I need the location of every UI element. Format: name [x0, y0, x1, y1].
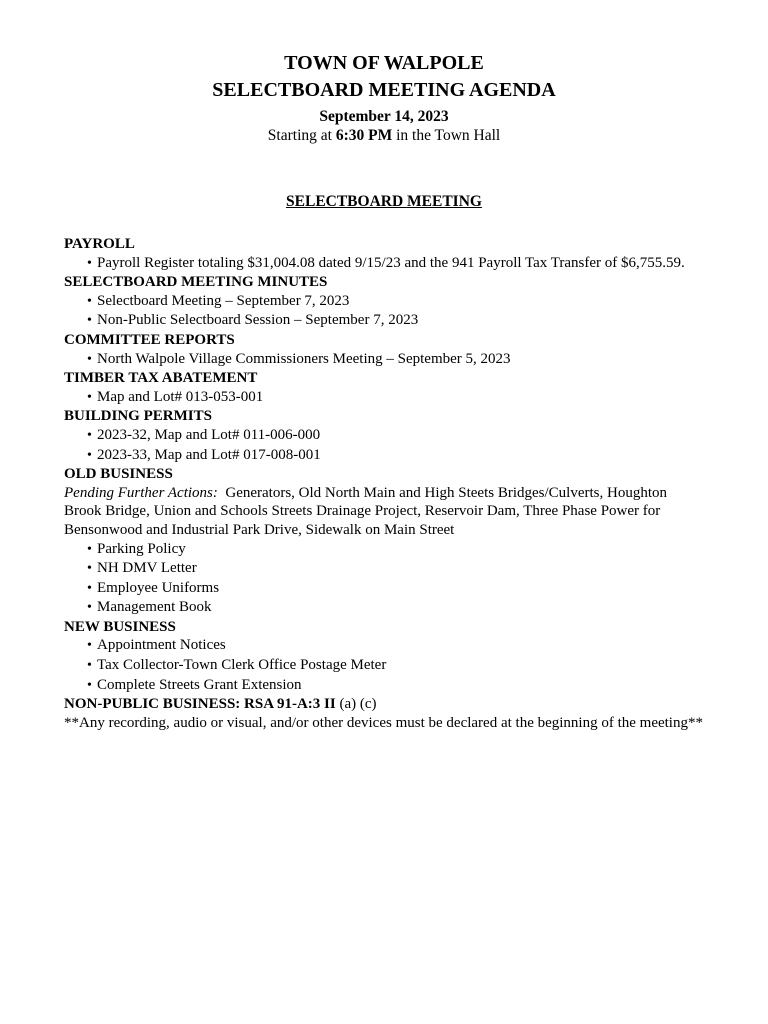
bullet-icon: • — [87, 580, 92, 596]
bullet-icon: • — [87, 293, 92, 309]
list-item-text: 2023-33, Map and Lot# 017-008-001 — [97, 446, 321, 463]
agenda-section-payroll — [64, 235, 704, 273]
list-item — [64, 254, 704, 274]
list-item-text: North Walpole Village Commissioners Meeting – September 5, 2023 — [97, 350, 511, 367]
section-heading: NEW BUSINESS — [64, 618, 176, 635]
list-item-text: Selectboard Meeting – September 7, 2023 — [97, 292, 350, 309]
section-heading: OLD BUSINESS — [64, 466, 173, 483]
bullet-icon: • — [87, 389, 92, 405]
agenda-section-timber-tax — [64, 369, 704, 407]
pending-actions-label: Pending Further Actions: — [64, 484, 218, 501]
bullet-icon: • — [87, 255, 92, 271]
bullet-icon: • — [87, 447, 92, 463]
list-item-text: Tax Collector-Town Clerk Office Postage Meter — [97, 657, 387, 674]
list-item-text: Payroll Register totaling $31,004.08 dated 9/15/23 and the 941 Payroll Tax Transfer of $6,755.59. — [97, 254, 685, 271]
list-item-text: NH DMV Letter — [97, 560, 197, 577]
pending-actions-note — [64, 484, 704, 540]
start-prefix: Starting at — [267, 127, 336, 144]
list-item — [64, 388, 704, 408]
section-heading: COMMITTEE REPORTS — [64, 331, 235, 348]
document-title-line1: TOWN OF WALPOLE — [284, 52, 484, 74]
bullet-icon: • — [87, 541, 92, 557]
section-heading: BUILDING PERMITS — [64, 408, 212, 425]
list-item — [64, 636, 704, 656]
agenda-section-committee-reports — [64, 331, 704, 369]
bullet-icon: • — [87, 561, 92, 577]
list-item-text: Employee Uniforms — [97, 579, 220, 596]
list-item-text: Non-Public Selectboard Session – September 7, 2023 — [97, 312, 419, 329]
bullet-icon: • — [87, 351, 92, 367]
list-item-text: Appointment Notices — [97, 637, 226, 654]
agenda-section-old-business — [64, 465, 704, 618]
list-item-text: Management Book — [97, 599, 212, 616]
meeting-section-heading — [64, 192, 704, 211]
document-title-line2: SELECTBOARD MEETING AGENDA — [212, 79, 556, 101]
non-public-business-detail: (a) (c) — [335, 696, 377, 713]
agenda-section-building-permits — [64, 407, 704, 465]
pending-actions-text: Generators, Old North Main and High Steets Bridges/Culverts, Houghton Brook Bridge, Union and Schools Streets Drainage Project, Reservoir Dam, Three Phase Power for Bensonwood and Industrial Park Drive, Sidewalk on Main Street — [64, 484, 671, 538]
list-item — [64, 292, 704, 312]
list-item-text: Map and Lot# 013-053-001 — [97, 388, 264, 405]
meeting-section-heading-text: SELECTBOARD MEETING — [286, 193, 482, 210]
bullet-icon: • — [87, 600, 92, 616]
section-heading: SELECTBOARD MEETING MINUTES — [64, 274, 328, 291]
start-suffix: in the Town Hall — [392, 127, 501, 144]
list-item — [64, 598, 704, 618]
list-item — [64, 540, 704, 560]
section-heading: PAYROLL — [64, 236, 135, 252]
list-item-text: Parking Policy — [97, 540, 186, 557]
bullet-icon: • — [87, 658, 92, 674]
list-item — [64, 676, 704, 696]
recording-disclaimer: **Any recording, audio or visual, and/or other devices must be declared at the beginning of the meeting** — [64, 714, 703, 731]
non-public-business-heading: NON-PUBLIC BUSINESS: RSA 91-A:3 II — [64, 696, 336, 713]
list-item — [64, 311, 704, 331]
meeting-start-line — [64, 126, 704, 145]
bullet-icon: • — [87, 677, 92, 693]
section-heading: TIMBER TAX ABATEMENT — [64, 370, 258, 387]
non-public-business-line — [64, 695, 704, 714]
list-item-text: Complete Streets Grant Extension — [97, 676, 302, 693]
start-time: 6:30 PM — [335, 127, 393, 144]
list-item — [64, 446, 704, 466]
agenda-body — [64, 235, 704, 732]
list-item — [64, 559, 704, 579]
list-item — [64, 656, 704, 676]
agenda-section-new-business — [64, 618, 704, 695]
list-item — [64, 426, 704, 446]
bullet-icon: • — [87, 313, 92, 329]
list-item — [64, 579, 704, 599]
agenda-section-meeting-minutes — [64, 273, 704, 331]
list-item-text: 2023-32, Map and Lot# 011-006-000 — [97, 426, 321, 443]
meeting-date: September 14, 2023 — [319, 108, 449, 125]
bullet-icon: • — [87, 427, 92, 443]
document-header — [64, 50, 704, 145]
list-item — [64, 350, 704, 370]
bullet-icon: • — [87, 638, 92, 654]
